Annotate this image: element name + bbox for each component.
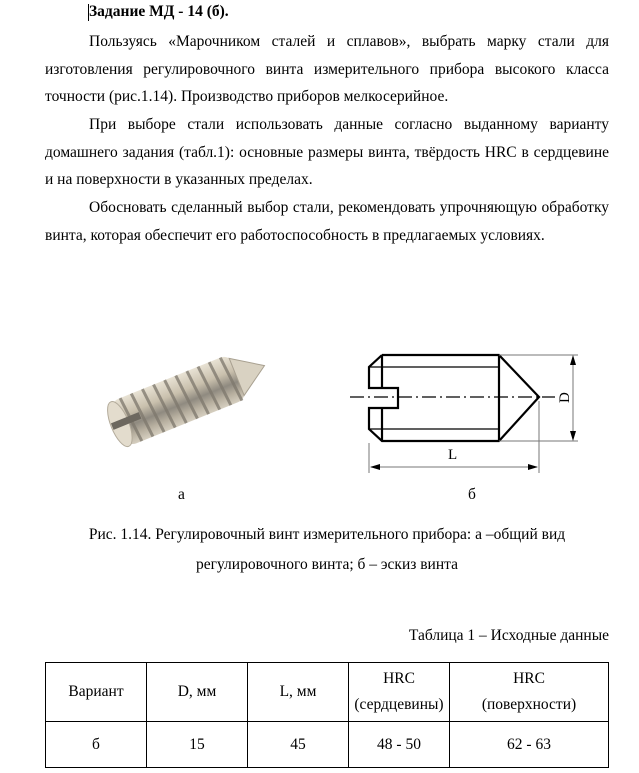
header-text: HRC (383, 670, 415, 687)
table-header-row (46, 663, 609, 722)
header-text: Вариант (68, 683, 124, 700)
header-hrc-core (349, 663, 450, 722)
cell-hrc-surface: 62 - 63 (450, 722, 609, 768)
caption-line-2: регулировочного винта; б – эскиз винта (195, 556, 458, 573)
cell-d: 15 (147, 722, 248, 768)
header-subtext: (сердцевины) (354, 696, 444, 713)
dim-length-label: L (448, 447, 458, 463)
screw-photo (94, 336, 274, 456)
table-title: Таблица 1 – Исходные данные (408, 627, 609, 644)
screw-sketch (340, 345, 590, 475)
header-text: HRC (513, 670, 545, 687)
paragraph-1 (45, 28, 609, 111)
header-variant (46, 663, 147, 722)
figure-caption (45, 520, 609, 580)
table-row (46, 722, 609, 768)
figure-label-a: а (178, 486, 185, 503)
header-hrc-surface (450, 663, 609, 722)
dim-diameter-label: D (557, 392, 573, 403)
caption-line-1: Рис. 1.14. Регулировочный винт измерительного прибора: а –общий вид (88, 526, 566, 543)
cell-l: 45 (248, 722, 349, 768)
header-l (248, 663, 349, 722)
paragraph-3 (45, 194, 609, 249)
source-data-table (45, 662, 609, 768)
cell-hrc-core: 48 - 50 (349, 722, 450, 768)
header-text: D, мм (177, 683, 217, 700)
paragraph-1-text: Пользуясь «Марочником сталей и сплавов», выбрать марку стали для изготовления регулировочного винта измерительного прибора высокого класса точности (рис.1.14). Производство приборов мелкосерийное. (45, 33, 609, 105)
paragraph-2-text: При выборе стали использовать данные согласно выданному варианту домашнего задания (табл.1): основные размеры винта, твёрдость HRC в сердцевине и на поверхности в указанных пределах. (45, 116, 609, 188)
header-d (147, 663, 248, 722)
header-subtext: (поверхности) (481, 696, 577, 713)
paragraph-2 (45, 111, 609, 194)
paragraph-3-text: Обосновать сделанный выбор стали, рекомендовать упрочняющую обработку винта, которая обеспечит его работоспособность в предлагаемых условиях. (45, 199, 609, 244)
header-text: L, мм (279, 683, 317, 700)
figure-label-b: б (468, 486, 476, 503)
assignment-heading: Задание МД - 14 (б). (89, 3, 229, 20)
cell-variant: б (46, 722, 147, 768)
